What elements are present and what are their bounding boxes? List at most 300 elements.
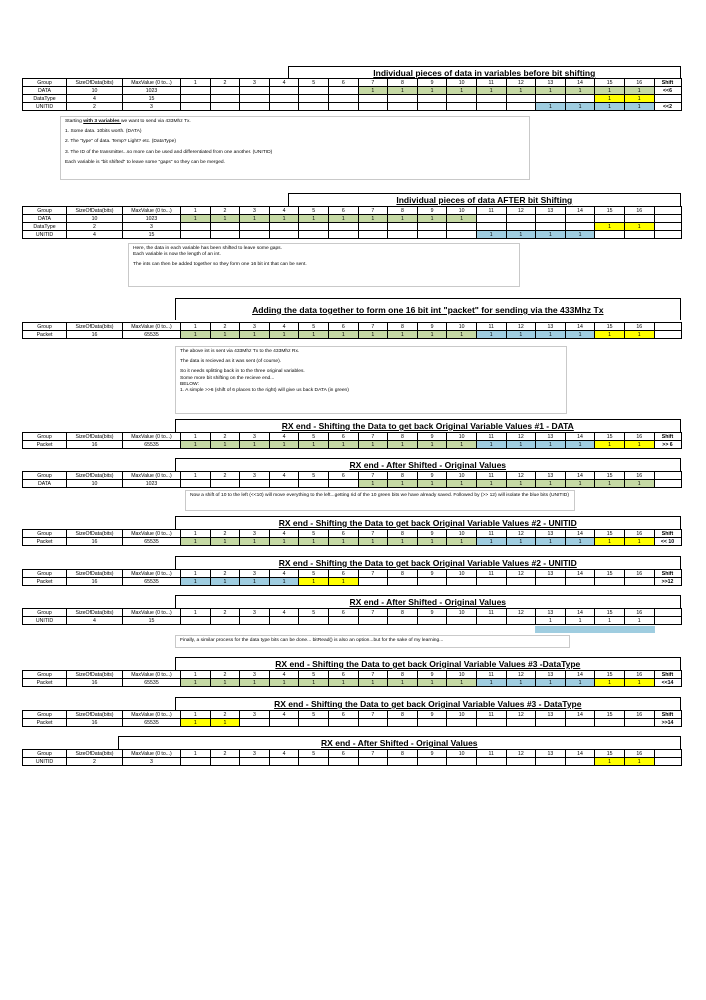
row-size: 10 — [67, 215, 123, 223]
bit-cell: 1 — [476, 231, 506, 239]
bit-cell — [299, 758, 329, 766]
bit-cell — [447, 223, 477, 231]
header-bit-7: 7 — [358, 472, 388, 480]
bit-cell: 1 — [269, 538, 299, 546]
bit-table — [22, 529, 682, 546]
bit-cell — [506, 95, 536, 103]
header-bit-9: 9 — [417, 609, 447, 617]
header-bit-5: 5 — [299, 750, 329, 758]
bit-cell: 1 — [240, 441, 270, 449]
bit-cell: 1 — [417, 480, 447, 488]
table-header-row — [23, 750, 682, 758]
bit-cell: 1 — [388, 87, 418, 95]
row-shift — [654, 758, 681, 766]
row-size: 16 — [67, 679, 123, 687]
bit-cell: 1 — [565, 679, 595, 687]
bit-cell: 1 — [565, 480, 595, 488]
table-header-row — [23, 530, 682, 538]
bit-cell — [536, 578, 566, 586]
table-row — [23, 719, 682, 727]
note-text: The data is recieved as it was sent (of course). — [180, 359, 282, 365]
row-max: 3 — [123, 758, 181, 766]
bit-cell: 1 — [476, 441, 506, 449]
row-max: 15 — [123, 617, 181, 625]
bit-cell: 1 — [595, 758, 625, 766]
header-bit-16: 16 — [624, 609, 654, 617]
bit-cell: 1 — [299, 538, 329, 546]
header-bit-9: 9 — [417, 530, 447, 538]
table-row — [23, 95, 682, 103]
header-size: SizeOfData(bits) — [67, 472, 123, 480]
bit-cell: 1 — [269, 679, 299, 687]
header-bit-9: 9 — [417, 570, 447, 578]
header-bit-10: 10 — [447, 207, 477, 215]
header-max: MaxValue (0 to...) — [123, 530, 181, 538]
header-bit-1: 1 — [181, 323, 211, 331]
header-bit-12: 12 — [506, 609, 536, 617]
bit-cell: 1 — [269, 215, 299, 223]
header-bit-7: 7 — [358, 711, 388, 719]
header-max: MaxValue (0 to...) — [123, 570, 181, 578]
note-box-5 — [175, 635, 570, 648]
note-line — [65, 129, 525, 135]
note-text: Each variable is "bit shifted" to leave some "gaps" so they can be merged. — [65, 159, 225, 165]
bit-cell: 1 — [624, 103, 654, 111]
bit-cell: 1 — [388, 538, 418, 546]
bit-cell: 1 — [210, 441, 240, 449]
bit-cell — [181, 617, 211, 625]
header-bit-5: 5 — [299, 207, 329, 215]
bit-cell — [417, 758, 447, 766]
note-text: 2. The "type" of data. Temp? Light? etc. (DataType) — [65, 139, 176, 145]
row-group: Packet — [23, 679, 67, 687]
header-bit-15: 15 — [595, 570, 625, 578]
bit-cell: 1 — [595, 223, 625, 231]
header-group: Group — [23, 472, 67, 480]
row-max: 3 — [123, 103, 181, 111]
header-bit-2: 2 — [210, 750, 240, 758]
bit-cell: 1 — [358, 679, 388, 687]
header-bit-11: 11 — [476, 750, 506, 758]
row-group: DATA — [23, 480, 67, 488]
bit-cell — [358, 103, 388, 111]
note-text: 1. Some data. 10bits worth. (DATA) — [65, 129, 142, 135]
header-bit-11: 11 — [476, 323, 506, 331]
bit-cell: 1 — [565, 231, 595, 239]
header-group: Group — [23, 570, 67, 578]
bit-cell: 1 — [358, 538, 388, 546]
table-header-row — [23, 472, 682, 480]
header-bit-15: 15 — [595, 433, 625, 441]
row-max: 15 — [123, 95, 181, 103]
bit-cell: 1 — [536, 480, 566, 488]
header-bit-5: 5 — [299, 433, 329, 441]
header-bit-10: 10 — [447, 671, 477, 679]
row-size: 2 — [67, 103, 123, 111]
note-line — [180, 359, 562, 365]
bit-cell: 1 — [328, 215, 358, 223]
header-bit-12: 12 — [506, 472, 536, 480]
row-shift — [654, 215, 681, 223]
header-bit-8: 8 — [388, 433, 418, 441]
header-bit-4: 4 — [269, 472, 299, 480]
row-size: 16 — [67, 441, 123, 449]
header-bit-6: 6 — [328, 570, 358, 578]
header-size: SizeOfData(bits) — [67, 570, 123, 578]
header-bit-14: 14 — [565, 433, 595, 441]
note-text: with 3 variables — [83, 119, 122, 124]
bit-cell — [506, 758, 536, 766]
header-group: Group — [23, 530, 67, 538]
bit-cell: 1 — [358, 87, 388, 95]
bit-cell — [565, 578, 595, 586]
row-size: 2 — [67, 223, 123, 231]
note-line — [190, 493, 570, 499]
bit-cell — [624, 578, 654, 586]
bit-cell — [624, 231, 654, 239]
header-bit-5: 5 — [299, 530, 329, 538]
bit-table — [22, 608, 682, 625]
note-line — [65, 160, 525, 166]
header-bit-2: 2 — [210, 711, 240, 719]
header-bit-12: 12 — [506, 433, 536, 441]
bit-cell — [506, 223, 536, 231]
header-bit-6: 6 — [328, 472, 358, 480]
bit-cell: 1 — [181, 441, 211, 449]
bit-cell — [447, 617, 477, 625]
bit-cell — [506, 215, 536, 223]
bit-cell: 1 — [299, 679, 329, 687]
header-size: SizeOfData(bits) — [67, 750, 123, 758]
header-bit-15: 15 — [595, 609, 625, 617]
bit-cell: 1 — [536, 103, 566, 111]
bit-cell: 1 — [388, 215, 418, 223]
header-bit-16: 16 — [624, 433, 654, 441]
header-bit-7: 7 — [358, 671, 388, 679]
row-shift: <<14 — [654, 679, 681, 687]
header-bit-1: 1 — [181, 609, 211, 617]
header-bit-5: 5 — [299, 609, 329, 617]
bit-cell — [624, 215, 654, 223]
bit-cell: 1 — [447, 215, 477, 223]
header-bit-11: 11 — [476, 570, 506, 578]
header-bit-13: 13 — [536, 207, 566, 215]
header-bit-7: 7 — [358, 750, 388, 758]
header-bit-14: 14 — [565, 207, 595, 215]
bit-cell — [388, 103, 418, 111]
header-bit-14: 14 — [565, 323, 595, 331]
header-bit-16: 16 — [624, 570, 654, 578]
bit-cell — [299, 103, 329, 111]
header-bit-8: 8 — [388, 472, 418, 480]
table-header-row — [23, 609, 682, 617]
header-bit-15: 15 — [595, 472, 625, 480]
header-bit-16: 16 — [624, 530, 654, 538]
header-group: Group — [23, 207, 67, 215]
row-group: DATA — [23, 87, 67, 95]
bit-cell — [565, 215, 595, 223]
header-group: Group — [23, 433, 67, 441]
bit-cell: 1 — [476, 87, 506, 95]
header-bit-4: 4 — [269, 433, 299, 441]
bit-cell — [565, 223, 595, 231]
bit-cell: 1 — [388, 480, 418, 488]
bit-cell: 1 — [476, 679, 506, 687]
bit-cell — [328, 758, 358, 766]
note-box-2 — [128, 243, 520, 287]
header-bit-1: 1 — [181, 671, 211, 679]
row-shift: << 10 — [654, 538, 681, 546]
bit-cell: 1 — [447, 480, 477, 488]
header-bit-2: 2 — [210, 570, 240, 578]
bit-cell — [388, 231, 418, 239]
bit-cell: 1 — [624, 223, 654, 231]
header-bit-10: 10 — [447, 750, 477, 758]
bit-cell — [299, 87, 329, 95]
bit-table — [22, 322, 682, 339]
bit-cell — [536, 719, 566, 727]
bit-cell — [536, 95, 566, 103]
header-bit-13: 13 — [536, 530, 566, 538]
header-bit-6: 6 — [328, 207, 358, 215]
bit-cell — [388, 578, 418, 586]
row-group: UNITID — [23, 758, 67, 766]
header-max: MaxValue (0 to...) — [123, 79, 181, 87]
bit-cell — [358, 719, 388, 727]
bit-cell: 1 — [388, 331, 418, 339]
bit-cell — [240, 223, 270, 231]
bit-cell: 1 — [328, 538, 358, 546]
header-bit-3: 3 — [240, 433, 270, 441]
bit-cell: 1 — [447, 679, 477, 687]
row-shift: <<6 — [654, 87, 681, 95]
bit-cell — [210, 87, 240, 95]
header-bit-15: 15 — [595, 750, 625, 758]
row-group: Packet — [23, 538, 67, 546]
bit-cell — [269, 223, 299, 231]
bit-cell — [595, 719, 625, 727]
row-shift: <<2 — [654, 103, 681, 111]
header-bit-10: 10 — [447, 609, 477, 617]
table-row — [23, 331, 682, 339]
bit-cell: 1 — [476, 480, 506, 488]
header-bit-10: 10 — [447, 570, 477, 578]
bit-cell: 1 — [417, 215, 447, 223]
header-bit-2: 2 — [210, 207, 240, 215]
header-bit-5: 5 — [299, 711, 329, 719]
bit-cell: 1 — [417, 331, 447, 339]
bit-cell — [417, 578, 447, 586]
bit-cell: 1 — [269, 578, 299, 586]
bit-cell: 1 — [624, 331, 654, 339]
header-bit-15: 15 — [595, 530, 625, 538]
bit-table — [22, 749, 682, 766]
table-row — [23, 578, 682, 586]
bit-cell — [299, 617, 329, 625]
bit-cell — [210, 758, 240, 766]
bit-cell: 1 — [476, 331, 506, 339]
bit-cell: 1 — [624, 679, 654, 687]
header-bit-1: 1 — [181, 530, 211, 538]
bit-cell: 1 — [299, 578, 329, 586]
bit-cell — [476, 617, 506, 625]
header-bit-9: 9 — [417, 79, 447, 87]
header-max: MaxValue (0 to...) — [123, 207, 181, 215]
header-bit-9: 9 — [417, 750, 447, 758]
bit-cell — [328, 617, 358, 625]
row-max: 65535 — [123, 538, 181, 546]
header-bit-4: 4 — [269, 750, 299, 758]
bit-cell — [476, 223, 506, 231]
note-text: we want to send via 433Mhz Tx. — [121, 119, 191, 124]
bit-cell — [358, 223, 388, 231]
bit-cell: 1 — [181, 331, 211, 339]
bit-cell: 1 — [388, 679, 418, 687]
bit-cell: 1 — [210, 578, 240, 586]
bit-cell: 1 — [417, 538, 447, 546]
header-bit-6: 6 — [328, 750, 358, 758]
bit-cell — [358, 95, 388, 103]
header-bit-8: 8 — [388, 750, 418, 758]
header-bit-13: 13 — [536, 79, 566, 87]
bit-cell — [299, 719, 329, 727]
header-bit-10: 10 — [447, 433, 477, 441]
header-shift: Shift — [654, 711, 681, 719]
bit-cell — [417, 103, 447, 111]
header-shift — [654, 323, 681, 331]
bit-cell — [210, 223, 240, 231]
unitid-highlight-bar — [535, 626, 654, 633]
bit-cell: 1 — [358, 215, 388, 223]
header-bit-16: 16 — [624, 323, 654, 331]
header-max: MaxValue (0 to...) — [123, 472, 181, 480]
row-max: 15 — [123, 231, 181, 239]
bit-cell — [595, 231, 625, 239]
header-group: Group — [23, 609, 67, 617]
header-bit-8: 8 — [388, 207, 418, 215]
row-group: DataType — [23, 223, 67, 231]
note-line — [65, 119, 525, 125]
bit-cell — [240, 480, 270, 488]
table-row — [23, 223, 682, 231]
header-size: SizeOfData(bits) — [67, 433, 123, 441]
note-text: Starting — [65, 119, 84, 124]
section-title: RX end - After Shifted - Original Values — [175, 458, 681, 471]
bit-cell — [299, 231, 329, 239]
row-shift — [654, 95, 681, 103]
header-bit-13: 13 — [536, 750, 566, 758]
row-group: Packet — [23, 719, 67, 727]
row-shift — [654, 480, 681, 488]
bit-cell — [358, 231, 388, 239]
table-row — [23, 231, 682, 239]
bit-cell: 1 — [299, 331, 329, 339]
bit-cell: 1 — [595, 103, 625, 111]
bit-cell — [328, 87, 358, 95]
note-text: The ints can then be added together so they form one 16 bit int that can be sent. — [133, 262, 307, 268]
row-max: 65535 — [123, 441, 181, 449]
header-size: SizeOfData(bits) — [67, 671, 123, 679]
table-row — [23, 480, 682, 488]
header-bit-16: 16 — [624, 711, 654, 719]
header-bit-11: 11 — [476, 433, 506, 441]
header-bit-7: 7 — [358, 530, 388, 538]
section-title: RX end - Shifting the Data to get back Original Variable Values #3 -DataType — [175, 657, 681, 670]
header-bit-8: 8 — [388, 570, 418, 578]
table-row — [23, 103, 682, 111]
bit-cell: 1 — [447, 538, 477, 546]
header-bit-8: 8 — [388, 609, 418, 617]
header-bit-2: 2 — [210, 609, 240, 617]
section-title: RX end - Shifting the Data to get back Original Variable Values #1 - DATA — [175, 419, 681, 432]
table-row — [23, 679, 682, 687]
row-shift: >>12 — [654, 578, 681, 586]
header-group: Group — [23, 671, 67, 679]
bit-cell — [476, 103, 506, 111]
note-text: So it needs splitting back in to the three original variables. — [180, 369, 305, 375]
note-line — [133, 262, 515, 268]
row-max: 3 — [123, 223, 181, 231]
section-title: RX end - After Shifted - Original Values — [175, 595, 681, 608]
bit-table — [22, 78, 682, 111]
header-bit-14: 14 — [565, 671, 595, 679]
bit-cell — [447, 231, 477, 239]
header-bit-11: 11 — [476, 711, 506, 719]
bit-cell — [536, 223, 566, 231]
header-bit-5: 5 — [299, 570, 329, 578]
bit-cell — [476, 758, 506, 766]
header-bit-3: 3 — [240, 207, 270, 215]
row-group: UNITID — [23, 103, 67, 111]
bit-cell: 1 — [506, 538, 536, 546]
header-bit-2: 2 — [210, 79, 240, 87]
row-max: 65535 — [123, 719, 181, 727]
note-text: The above int is sent via 433Mhz Tx to the 433Mhz Rx. — [180, 349, 300, 354]
header-bit-1: 1 — [181, 570, 211, 578]
header-bit-12: 12 — [506, 750, 536, 758]
header-bit-15: 15 — [595, 711, 625, 719]
section-title: Individual pieces of data in variables before bit shifting — [288, 66, 681, 79]
header-bit-2: 2 — [210, 472, 240, 480]
row-group: UNITID — [23, 617, 67, 625]
header-size: SizeOfData(bits) — [67, 530, 123, 538]
header-bit-12: 12 — [506, 530, 536, 538]
bit-cell — [388, 95, 418, 103]
header-bit-5: 5 — [299, 323, 329, 331]
header-shift: Shift — [654, 570, 681, 578]
section-title: Adding the data together to form one 16 bit int "packet" for sending via the 433Mhz Tx — [175, 298, 681, 320]
bit-cell — [388, 758, 418, 766]
section-title: RX end - Shifting the Data to get back Original Variable Values #2 - UNITID — [175, 516, 681, 529]
row-shift: >>14 — [654, 719, 681, 727]
bit-cell — [269, 87, 299, 95]
header-bit-14: 14 — [565, 530, 595, 538]
bit-cell: 1 — [299, 215, 329, 223]
section-title: Individual pieces of data AFTER bit Shifting — [288, 193, 681, 206]
bit-cell: 1 — [299, 441, 329, 449]
header-bit-2: 2 — [210, 323, 240, 331]
bit-cell — [269, 103, 299, 111]
bit-cell: 1 — [624, 480, 654, 488]
header-bit-4: 4 — [269, 323, 299, 331]
header-shift — [654, 472, 681, 480]
bit-cell: 1 — [358, 331, 388, 339]
header-bit-5: 5 — [299, 472, 329, 480]
note-text: 1. A simple >>6 (shift of 6 places to the right) will give us back DATA (in green) — [180, 388, 349, 394]
row-group: DataType — [23, 95, 67, 103]
row-max: 1023 — [123, 87, 181, 95]
bit-cell — [447, 758, 477, 766]
